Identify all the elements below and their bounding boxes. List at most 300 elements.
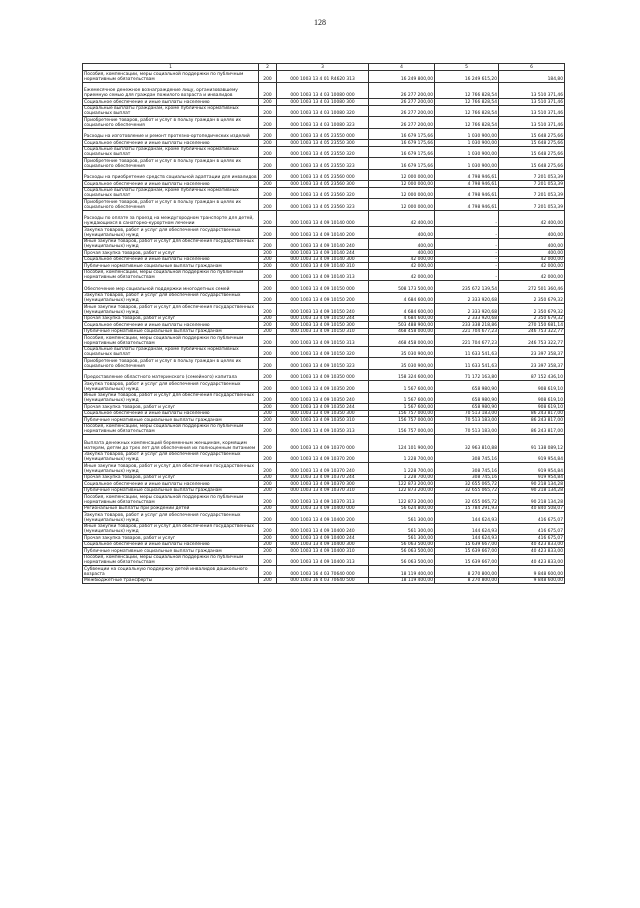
line-item-name: Ежемесячное денежное вознаграждение лицу, организовавшему приемную семью для граждан пожилого возраста и инвалидов <box>83 82 259 99</box>
approved-amount: 400,00 <box>369 250 435 257</box>
unexecuted-amount: 416 675,07 <box>499 523 565 535</box>
unexecuted-amount: 270 150 681,14 <box>499 322 565 329</box>
budget-classification-code: 000 1003 13 4 09 10150 310 <box>277 328 369 335</box>
line-item-name: Социальные выплаты гражданам, кроме публичных нормативных социальных выплат <box>83 105 259 117</box>
unexecuted-amount: 40 423 833,00 <box>499 541 565 548</box>
line-code: 200 <box>259 523 277 535</box>
approved-amount: 42 000,00 <box>369 256 435 263</box>
line-item-name: Прочая закупка товаров, работ и услуг <box>83 315 259 322</box>
approved-amount: 12 000 000,00 <box>369 199 435 211</box>
approved-amount: 18 119 400,00 <box>369 577 435 584</box>
table-row <box>83 140 565 147</box>
unexecuted-amount: 2 350 679,32 <box>499 304 565 316</box>
budget-classification-code: 000 1003 13 4 09 10150 300 <box>277 322 369 329</box>
unexecuted-amount: 86 243 817,00 <box>499 417 565 424</box>
line-code: 200 <box>259 128 277 140</box>
budget-classification-code: 000 1003 13 4 09 10350 244 <box>277 404 369 411</box>
unexecuted-amount: 416 675,07 <box>499 535 565 542</box>
approved-amount: 35 030 900,00 <box>369 346 435 358</box>
budget-classification-code: 000 1003 13 4 09 10150 200 <box>277 292 369 304</box>
line-code: 200 <box>259 346 277 358</box>
budget-classification-code: 000 1003 13 4 09 10140 240 <box>277 238 369 250</box>
budget-classification-code: 000 1003 13 4 09 10150 313 <box>277 335 369 347</box>
line-item-name: Приобретение товаров, работ и услуг в пользу граждан в целях их социального обеспечения <box>83 199 259 211</box>
table-row <box>83 322 565 329</box>
approved-amount: 122 873 200,00 <box>369 487 435 494</box>
executed-amount: 144 624,93 <box>435 523 499 535</box>
line-item-name: Обеспечение мер социальной поддержки многодетных семей <box>83 281 259 293</box>
executed-amount: 32 963 810,88 <box>435 435 499 452</box>
executed-amount: 4 798 946,61 <box>435 181 499 188</box>
column-number: 2 <box>259 64 277 71</box>
budget-classification-code: 000 1003 13 4 09 10370 300 <box>277 481 369 488</box>
budget-classification-code: 000 1003 13 4 09 10400 244 <box>277 535 369 542</box>
budget-classification-code: 000 1003 13 4 09 10140 300 <box>277 256 369 263</box>
line-item-name: Социальное обеспечение и иные выплаты населению <box>83 181 259 188</box>
executed-amount: 658 980,90 <box>435 404 499 411</box>
line-item-name: Публичные нормативные социальные выплаты гражданам <box>83 417 259 424</box>
approved-amount: 561 300,00 <box>369 512 435 524</box>
executed-amount: 2 333 920,68 <box>435 315 499 322</box>
approved-amount: 16 249 800,00 <box>369 71 435 83</box>
line-code: 200 <box>259 238 277 250</box>
line-code: 200 <box>259 392 277 404</box>
executed-amount: 8 270 800,00 <box>435 577 499 584</box>
line-item-name: Публичные нормативные социальные выплаты гражданам <box>83 328 259 335</box>
budget-classification-code: 000 1003 13 4 03 10080 323 <box>277 117 369 129</box>
line-code: 200 <box>259 269 277 281</box>
executed-amount: 70 513 183,00 <box>435 423 499 435</box>
table-row <box>83 512 565 524</box>
line-item-name: Социальное обеспечение и иные выплаты населению <box>83 410 259 417</box>
table-row <box>83 369 565 381</box>
line-item-name: Закупка товаров, работ и услуг для обеспечения государственных (муниципальных) нужд <box>83 381 259 393</box>
table-row <box>83 304 565 316</box>
approved-amount: 122 873 200,00 <box>369 481 435 488</box>
executed-amount: 70 513 183,00 <box>435 410 499 417</box>
budget-classification-code: 000 1003 13 4 09 10350 313 <box>277 423 369 435</box>
budget-classification-code: 000 1003 16 4 03 70640 000 <box>277 566 369 578</box>
table-row <box>83 535 565 542</box>
executed-amount: 32 655 065,72 <box>435 494 499 506</box>
line-item-name: Социальные выплаты гражданам, кроме публичных нормативных социальных выплат <box>83 187 259 199</box>
approved-amount: 56 624 800,00 <box>369 505 435 512</box>
column-number: 6 <box>499 64 565 71</box>
approved-amount: 26 277 200,00 <box>369 82 435 99</box>
executed-amount: 308 745,16 <box>435 451 499 463</box>
table-row <box>83 292 565 304</box>
table-row <box>83 281 565 293</box>
line-code: 200 <box>259 256 277 263</box>
unexecuted-amount: 2 350 679,32 <box>499 292 565 304</box>
table-row <box>83 404 565 411</box>
executed-amount: 221 704 677,23 <box>435 328 499 335</box>
approved-amount: 400,00 <box>369 238 435 250</box>
table-row <box>83 577 565 584</box>
budget-classification-code: 000 1003 13 4 09 10150 323 <box>277 358 369 370</box>
line-item-name: Приобретение товаров, работ и услуг в пользу граждан в целях их социального обеспечения <box>83 158 259 170</box>
approved-amount: 156 757 000,00 <box>369 417 435 424</box>
line-code: 200 <box>259 199 277 211</box>
line-code: 200 <box>259 548 277 555</box>
line-code: 200 <box>259 71 277 83</box>
table-row <box>83 335 565 347</box>
executed-amount: 658 980,90 <box>435 392 499 404</box>
executed-amount: 4 798 946,61 <box>435 187 499 199</box>
executed-amount: 71 172 163,80 <box>435 369 499 381</box>
approved-amount: 124 101 900,00 <box>369 435 435 452</box>
table-row <box>83 410 565 417</box>
table-row <box>83 451 565 463</box>
budget-classification-code: 000 1003 13 4 09 10350 240 <box>277 392 369 404</box>
budget-classification-code: 000 1003 13 4 09 10370 244 <box>277 474 369 481</box>
unexecuted-amount: 15 648 275,66 <box>499 146 565 158</box>
executed-amount: 11 633 541,63 <box>435 346 499 358</box>
line-code: 200 <box>259 335 277 347</box>
unexecuted-amount: 86 243 817,00 <box>499 410 565 417</box>
table-row <box>83 210 565 227</box>
line-code: 200 <box>259 358 277 370</box>
line-item-name: Субвенции на социальную поддержку детей инвалидов дошкольного возраста <box>83 566 259 578</box>
line-code: 200 <box>259 328 277 335</box>
line-item-name: Пособия, компенсации, меры социальной поддержки по публичным нормативным обязательствам <box>83 423 259 435</box>
line-code: 200 <box>259 250 277 257</box>
approved-amount: 42 000,00 <box>369 263 435 270</box>
line-code: 200 <box>259 158 277 170</box>
approved-amount: 12 000 000,00 <box>369 181 435 188</box>
table-row <box>83 187 565 199</box>
budget-classification-code: 000 1003 13 4 09 10150 320 <box>277 346 369 358</box>
executed-amount: 2 333 920,68 <box>435 304 499 316</box>
executed-amount: 15 639 667,00 <box>435 554 499 566</box>
budget-execution-table <box>82 63 565 584</box>
table-row <box>83 117 565 129</box>
approved-amount: 56 063 500,00 <box>369 554 435 566</box>
line-code: 200 <box>259 451 277 463</box>
line-code: 200 <box>259 463 277 475</box>
budget-classification-code: 000 1003 13 4 09 10140 244 <box>277 250 369 257</box>
line-code: 200 <box>259 82 277 99</box>
line-code: 200 <box>259 474 277 481</box>
line-item-name: Социальное обеспечение и иные выплаты населению <box>83 481 259 488</box>
budget-classification-code: 000 1003 16 4 03 70640 500 <box>277 577 369 584</box>
executed-amount: - <box>435 256 499 263</box>
table-row <box>83 487 565 494</box>
approved-amount: 561 300,00 <box>369 523 435 535</box>
unexecuted-amount: 40 840 508,07 <box>499 505 565 512</box>
unexecuted-amount: 908 619,10 <box>499 381 565 393</box>
line-item-name: Пособия, компенсации, меры социальной поддержки по публичным нормативным обязательствам <box>83 269 259 281</box>
unexecuted-amount: 272 501 360,46 <box>499 281 565 293</box>
executed-amount: 12 766 828,54 <box>435 82 499 99</box>
budget-classification-code: 000 1003 13 4 09 10140 310 <box>277 263 369 270</box>
budget-classification-code: 000 1003 13 4 03 10080 000 <box>277 82 369 99</box>
budget-classification-code: 000 1003 13 4 05 23560 320 <box>277 187 369 199</box>
line-item-name: Прочая закупка товаров, работ и услуг <box>83 404 259 411</box>
table-row <box>83 315 565 322</box>
line-item-name: Прочая закупка товаров, работ и услуг <box>83 474 259 481</box>
executed-amount: 16 249 615,20 <box>435 71 499 83</box>
executed-amount: 1 030 900,00 <box>435 146 499 158</box>
column-number-row <box>83 64 565 71</box>
budget-classification-code: 000 1003 13 4 09 10370 313 <box>277 494 369 506</box>
line-item-name: Социальное обеспечение и иные выплаты населению <box>83 541 259 548</box>
budget-classification-code: 000 1003 13 4 09 10400 000 <box>277 505 369 512</box>
line-code: 200 <box>259 410 277 417</box>
line-code: 200 <box>259 494 277 506</box>
line-code: 200 <box>259 512 277 524</box>
unexecuted-amount: 90 218 134,28 <box>499 494 565 506</box>
executed-amount: 235 672 139,54 <box>435 281 499 293</box>
approved-amount: 1 228 700,00 <box>369 474 435 481</box>
table-row <box>83 358 565 370</box>
unexecuted-amount: 42 000,00 <box>499 263 565 270</box>
line-item-name: Расходы по оплате за проезд на междугородном транспорте для детей, нуждающихся в санаторно-курортном лечении <box>83 210 259 227</box>
table-row <box>83 181 565 188</box>
executed-amount: - <box>435 238 499 250</box>
line-item-name: Социальное обеспечение и иные выплаты населению <box>83 322 259 329</box>
unexecuted-amount: 908 619,10 <box>499 404 565 411</box>
unexecuted-amount: 15 648 275,66 <box>499 128 565 140</box>
unexecuted-amount: 246 753 322,77 <box>499 328 565 335</box>
approved-amount: 400,00 <box>369 227 435 239</box>
table-row <box>83 169 565 181</box>
unexecuted-amount: 40 423 833,00 <box>499 548 565 555</box>
line-item-name: Социальные выплаты гражданам, кроме публичных нормативных социальных выплат <box>83 146 259 158</box>
table-row <box>83 128 565 140</box>
unexecuted-amount: 15 648 275,66 <box>499 158 565 170</box>
table-row <box>83 146 565 158</box>
line-item-name: Прочая закупка товаров, работ и услуг <box>83 250 259 257</box>
table-row <box>83 494 565 506</box>
unexecuted-amount: 23 397 358,37 <box>499 358 565 370</box>
line-code: 200 <box>259 577 277 584</box>
executed-amount: 2 333 920,68 <box>435 292 499 304</box>
unexecuted-amount: 91 138 089,12 <box>499 435 565 452</box>
table-row <box>83 346 565 358</box>
line-item-name: Предоставление областного материнского (семейного) капитала <box>83 369 259 381</box>
unexecuted-amount: 246 753 322,77 <box>499 335 565 347</box>
line-item-name: Межбюджетные трансферты <box>83 577 259 584</box>
executed-amount: 308 745,16 <box>435 474 499 481</box>
budget-classification-code: 000 1003 13 4 05 23560 000 <box>277 169 369 181</box>
approved-amount: 16 679 175,66 <box>369 146 435 158</box>
column-number: 4 <box>369 64 435 71</box>
budget-classification-code: 000 1003 13 4 09 10150 000 <box>277 281 369 293</box>
line-code: 200 <box>259 281 277 293</box>
budget-classification-code: 000 1003 13 4 05 23560 323 <box>277 199 369 211</box>
approved-amount: 26 277 200,00 <box>369 117 435 129</box>
executed-amount: - <box>435 269 499 281</box>
approved-amount: 122 873 200,00 <box>369 494 435 506</box>
executed-amount: 308 745,16 <box>435 463 499 475</box>
table-row <box>83 423 565 435</box>
unexecuted-amount: 90 218 134,28 <box>499 487 565 494</box>
unexecuted-amount: 42 000,00 <box>499 256 565 263</box>
unexecuted-amount: 13 510 371,46 <box>499 117 565 129</box>
line-item-name: Пособия, компенсации, меры социальной поддержки по публичным нормативным обязательствам <box>83 335 259 347</box>
table-row <box>83 71 565 83</box>
line-code: 200 <box>259 381 277 393</box>
column-number: 1 <box>83 64 259 71</box>
budget-classification-code: 000 1003 13 4 09 10400 313 <box>277 554 369 566</box>
approved-amount: 26 277 200,00 <box>369 99 435 106</box>
unexecuted-amount: 9 848 600,00 <box>499 566 565 578</box>
line-item-name: Закупка товаров, работ и услуг для обеспечения государственных (муниципальных) нужд <box>83 451 259 463</box>
line-code: 200 <box>259 535 277 542</box>
column-number: 3 <box>277 64 369 71</box>
approved-amount: 16 679 175,66 <box>369 140 435 147</box>
budget-classification-code: 000 1003 13 4 09 10150 240 <box>277 304 369 316</box>
page-number: 128 <box>314 18 326 27</box>
line-code: 200 <box>259 117 277 129</box>
line-code: 200 <box>259 315 277 322</box>
approved-amount: 503 488 900,00 <box>369 322 435 329</box>
approved-amount: 18 119 400,00 <box>369 566 435 578</box>
executed-amount: - <box>435 227 499 239</box>
line-code: 200 <box>259 322 277 329</box>
line-code: 200 <box>259 99 277 106</box>
table-row <box>83 435 565 452</box>
approved-amount: 12 000 000,00 <box>369 169 435 181</box>
approved-amount: 4 684 600,00 <box>369 304 435 316</box>
approved-amount: 561 300,00 <box>369 535 435 542</box>
executed-amount: - <box>435 210 499 227</box>
table-row <box>83 392 565 404</box>
approved-amount: 1 567 600,00 <box>369 404 435 411</box>
line-code: 200 <box>259 505 277 512</box>
line-item-name: Расходы на изготовление и ремонт протезно-ортопедических изделий <box>83 128 259 140</box>
line-code: 200 <box>259 566 277 578</box>
executed-amount: 4 798 946,61 <box>435 169 499 181</box>
budget-classification-code: 000 1003 13 4 09 10350 200 <box>277 381 369 393</box>
budget-classification-code: 000 1003 13 4 09 10140 000 <box>277 210 369 227</box>
budget-classification-code: 000 1003 13 4 09 10370 000 <box>277 435 369 452</box>
executed-amount: 144 624,93 <box>435 535 499 542</box>
approved-amount: 1 228 700,00 <box>369 451 435 463</box>
budget-classification-code: 000 1003 13 4 09 10400 300 <box>277 541 369 548</box>
table-row <box>83 505 565 512</box>
unexecuted-amount: 13 510 371,46 <box>499 99 565 106</box>
line-item-name: Закупка товаров, работ и услуг для обеспечения государственных (муниципальных) нужд <box>83 292 259 304</box>
unexecuted-amount: 2 350 679,32 <box>499 315 565 322</box>
line-code: 200 <box>259 304 277 316</box>
budget-classification-code: 000 1003 13 4 09 10350 000 <box>277 369 369 381</box>
executed-amount: 12 766 828,54 <box>435 99 499 106</box>
line-code: 200 <box>259 263 277 270</box>
unexecuted-amount: 184,80 <box>499 71 565 83</box>
unexecuted-amount: 919 954,84 <box>499 474 565 481</box>
unexecuted-amount: 400,00 <box>499 227 565 239</box>
line-code: 200 <box>259 146 277 158</box>
unexecuted-amount: 40 423 833,00 <box>499 554 565 566</box>
line-code: 200 <box>259 169 277 181</box>
executed-amount: 221 704 677,23 <box>435 335 499 347</box>
unexecuted-amount: 9 848 600,00 <box>499 577 565 584</box>
approved-amount: 4 684 600,00 <box>369 292 435 304</box>
table-row <box>83 474 565 481</box>
line-item-name: Иные закупки товаров, работ и услуг для обеспечения государственных (муниципальных) нужд <box>83 238 259 250</box>
table-row <box>83 158 565 170</box>
executed-amount: 32 655 065,72 <box>435 481 499 488</box>
line-code: 200 <box>259 140 277 147</box>
line-item-name: Закупка товаров, работ и услуг для обеспечения государственных (муниципальных) нужд <box>83 227 259 239</box>
budget-classification-code: 000 1003 13 4 05 23550 320 <box>277 146 369 158</box>
line-item-name: Выплата денежных компенсаций беременным женщинам, кормящим матерям, детям до трех лет для обеспечения их полноценным питанием <box>83 435 259 452</box>
unexecuted-amount: 416 675,07 <box>499 512 565 524</box>
line-item-name: Социальное обеспечение и иные выплаты населению <box>83 256 259 263</box>
budget-classification-code: 000 1003 13 4 05 23560 300 <box>277 181 369 188</box>
line-code: 200 <box>259 404 277 411</box>
table-row <box>83 541 565 548</box>
line-item-name: Пособия, компенсации, меры социальной поддержки по публичным нормативным обязательствам <box>83 71 259 83</box>
line-code: 200 <box>259 435 277 452</box>
budget-classification-code: 000 1003 13 4 05 23550 300 <box>277 140 369 147</box>
executed-amount: 1 030 900,00 <box>435 158 499 170</box>
line-item-name: Региональные выплаты при рождении детей <box>83 505 259 512</box>
line-code: 200 <box>259 423 277 435</box>
budget-classification-code: 000 1003 13 4 09 10400 200 <box>277 512 369 524</box>
line-item-name: Приобретение товаров, работ и услуг в пользу граждан в целях их социального обеспечения <box>83 358 259 370</box>
approved-amount: 16 679 175,66 <box>369 158 435 170</box>
table-row <box>83 227 565 239</box>
line-code: 200 <box>259 481 277 488</box>
executed-amount: 15 639 667,00 <box>435 548 499 555</box>
executed-amount: 233 338 218,86 <box>435 322 499 329</box>
approved-amount: 1 228 700,00 <box>369 463 435 475</box>
executed-amount: 658 980,90 <box>435 381 499 393</box>
table-row <box>83 105 565 117</box>
table-row <box>83 523 565 535</box>
budget-classification-code: 000 1003 13 4 09 10370 240 <box>277 463 369 475</box>
unexecuted-amount: 400,00 <box>499 238 565 250</box>
approved-amount: 156 757 000,00 <box>369 423 435 435</box>
unexecuted-amount: 919 954,84 <box>499 451 565 463</box>
table-row <box>83 548 565 555</box>
approved-amount: 12 000 000,00 <box>369 187 435 199</box>
line-code: 200 <box>259 227 277 239</box>
line-item-name: Публичные нормативные социальные выплаты гражданам <box>83 487 259 494</box>
line-item-name: Прочая закупка товаров, работ и услуг <box>83 535 259 542</box>
approved-amount: 16 679 175,66 <box>369 128 435 140</box>
executed-amount: 32 655 065,72 <box>435 487 499 494</box>
table-row <box>83 417 565 424</box>
executed-amount: - <box>435 250 499 257</box>
budget-classification-code: 000 1003 13 4 09 10370 200 <box>277 451 369 463</box>
approved-amount: 42 400,00 <box>369 210 435 227</box>
executed-amount: - <box>435 263 499 270</box>
unexecuted-amount: 13 510 371,46 <box>499 82 565 99</box>
unexecuted-amount: 7 201 053,39 <box>499 187 565 199</box>
line-item-name: Пособия, компенсации, меры социальной поддержки по публичным нормативным обязательствам <box>83 494 259 506</box>
line-item-name: Социальное обеспечение и иные выплаты населению <box>83 99 259 106</box>
approved-amount: 4 684 600,00 <box>369 315 435 322</box>
approved-amount: 156 757 000,00 <box>369 410 435 417</box>
line-item-name: Социальные выплаты гражданам, кроме публичных нормативных социальных выплат <box>83 346 259 358</box>
unexecuted-amount: 400,00 <box>499 250 565 257</box>
executed-amount: 1 030 900,00 <box>435 128 499 140</box>
line-item-name: Социальное обеспечение и иные выплаты населению <box>83 140 259 147</box>
executed-amount: 144 624,93 <box>435 512 499 524</box>
budget-classification-code: 000 1003 13 4 09 10150 244 <box>277 315 369 322</box>
approved-amount: 35 030 900,00 <box>369 358 435 370</box>
budget-classification-code: 000 1003 13 4 01 R4620 313 <box>277 71 369 83</box>
line-item-name: Иные закупки товаров, работ и услуг для обеспечения государственных (муниципальных) нужд <box>83 392 259 404</box>
budget-classification-code: 000 1003 13 4 09 10350 300 <box>277 410 369 417</box>
approved-amount: 508 173 500,00 <box>369 281 435 293</box>
unexecuted-amount: 87 152 436,10 <box>499 369 565 381</box>
approved-amount: 158 324 600,00 <box>369 369 435 381</box>
